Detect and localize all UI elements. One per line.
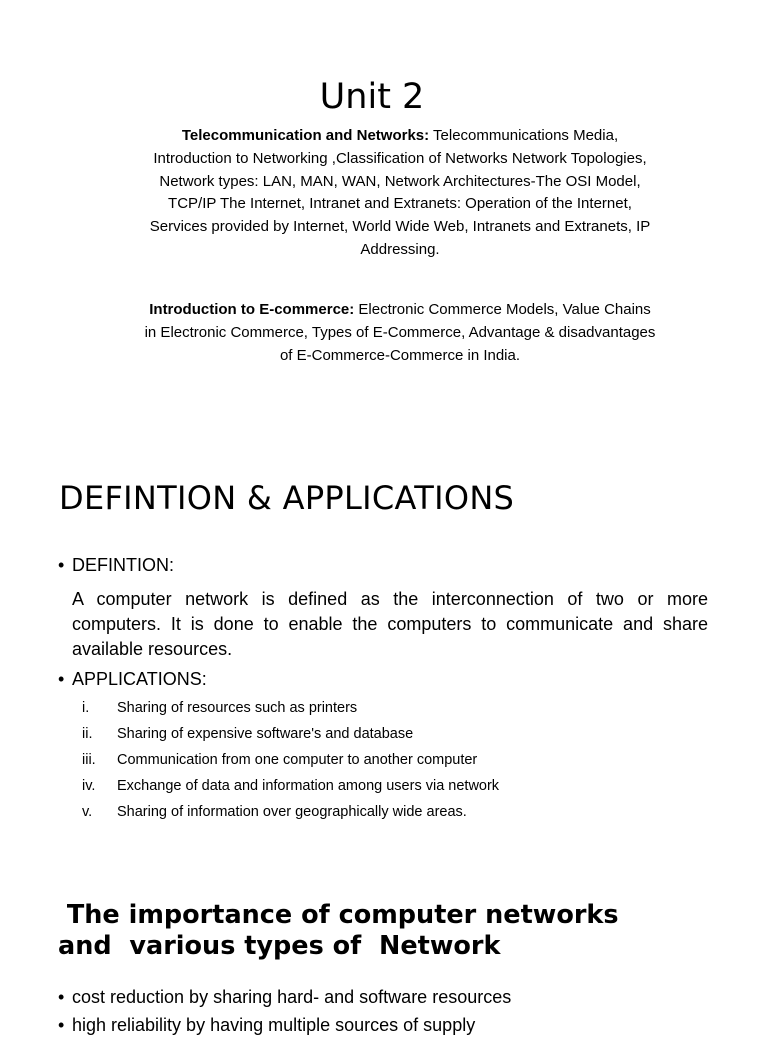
telecom-networks-paragraph bbox=[108, 125, 692, 262]
slide-definition-applications bbox=[0, 430, 768, 870]
list-item-text: Sharing of information over geographically wide areas. bbox=[117, 804, 467, 820]
list-item bbox=[82, 747, 499, 773]
list-item bbox=[82, 721, 499, 747]
list-item bbox=[82, 799, 499, 825]
slide-title-line-2: and various types of Network bbox=[58, 931, 501, 961]
applications-bullet bbox=[58, 667, 207, 691]
list-item-text: Sharing of expensive software's and database bbox=[117, 726, 414, 742]
bullet-icon: • bbox=[58, 669, 65, 689]
reliability-bullet bbox=[58, 1013, 475, 1037]
bullet-icon: • bbox=[58, 987, 65, 1007]
ecom-line-3: of E-Commerce-Commerce in India. bbox=[279, 346, 521, 364]
list-item-text: Communication from one computer to another computer bbox=[117, 752, 478, 768]
bullet-text: cost reduction by sharing hard- and software resources bbox=[72, 987, 512, 1007]
applications-list bbox=[82, 695, 499, 825]
slide-title bbox=[58, 900, 718, 962]
list-item bbox=[82, 695, 499, 721]
list-item-text: Exchange of data and information among users via network bbox=[117, 778, 500, 794]
bullet-icon: • bbox=[58, 1015, 65, 1035]
bullet-text: high reliability by having multiple sources of supply bbox=[72, 1015, 476, 1035]
telecom-line-1: Telecommunications Media, bbox=[429, 127, 619, 144]
definition-text: A computer network is defined as the interconnection of two or more computers. It is done to enable the computers to communicate and share available resources. bbox=[72, 589, 708, 659]
slide-title: DEFINTION & APPLICATIONS bbox=[59, 479, 515, 517]
cost-reduction-bullet bbox=[58, 985, 511, 1009]
ecom-line-1: Electronic Commerce Models, Value Chains bbox=[354, 301, 651, 318]
definition-bullet bbox=[58, 553, 174, 577]
slide-unit-2 bbox=[0, 0, 768, 430]
telecom-heading: Telecommunication and Networks: bbox=[181, 127, 430, 144]
unit-title: Unit 2 bbox=[319, 77, 425, 117]
list-item-number: iii. bbox=[82, 752, 96, 768]
applications-label: APPLICATIONS: bbox=[72, 669, 207, 689]
list-item-number: i. bbox=[82, 700, 90, 716]
ecommerce-paragraph bbox=[108, 299, 692, 367]
list-item-text: Sharing of resources such as printers bbox=[117, 700, 358, 716]
list-item-number: ii. bbox=[82, 726, 93, 742]
slide-title-line-1: The importance of computer networks bbox=[58, 900, 619, 930]
telecom-line-4: TCP/IP The Internet, Intranet and Extranets: Operation of the Internet, bbox=[168, 195, 632, 213]
slide-importance-of-networks bbox=[0, 870, 768, 1035]
list-item-number: v. bbox=[82, 804, 93, 820]
list-item-number: iv. bbox=[82, 778, 96, 794]
ecom-line-2: in Electronic Commerce, Types of E-Commerce, Advantage & disadvantages bbox=[144, 323, 656, 341]
definition-label: DEFINTION: bbox=[72, 555, 174, 575]
bullet-icon: • bbox=[58, 555, 65, 575]
telecom-line-5: Services provided by Internet, World Wide Web, Intranets and Extranets, IP bbox=[149, 218, 651, 236]
list-item bbox=[82, 773, 499, 799]
telecom-line-3: Network types: LAN, MAN, WAN, Network Architectures-The OSI Model, bbox=[159, 172, 641, 190]
telecom-line-6: Addressing. bbox=[360, 240, 440, 258]
telecom-line-2: Introduction to Networking ,Classification of Networks Network Topologies, bbox=[153, 149, 647, 167]
ecom-heading: Introduction to E-commerce: bbox=[149, 301, 355, 318]
